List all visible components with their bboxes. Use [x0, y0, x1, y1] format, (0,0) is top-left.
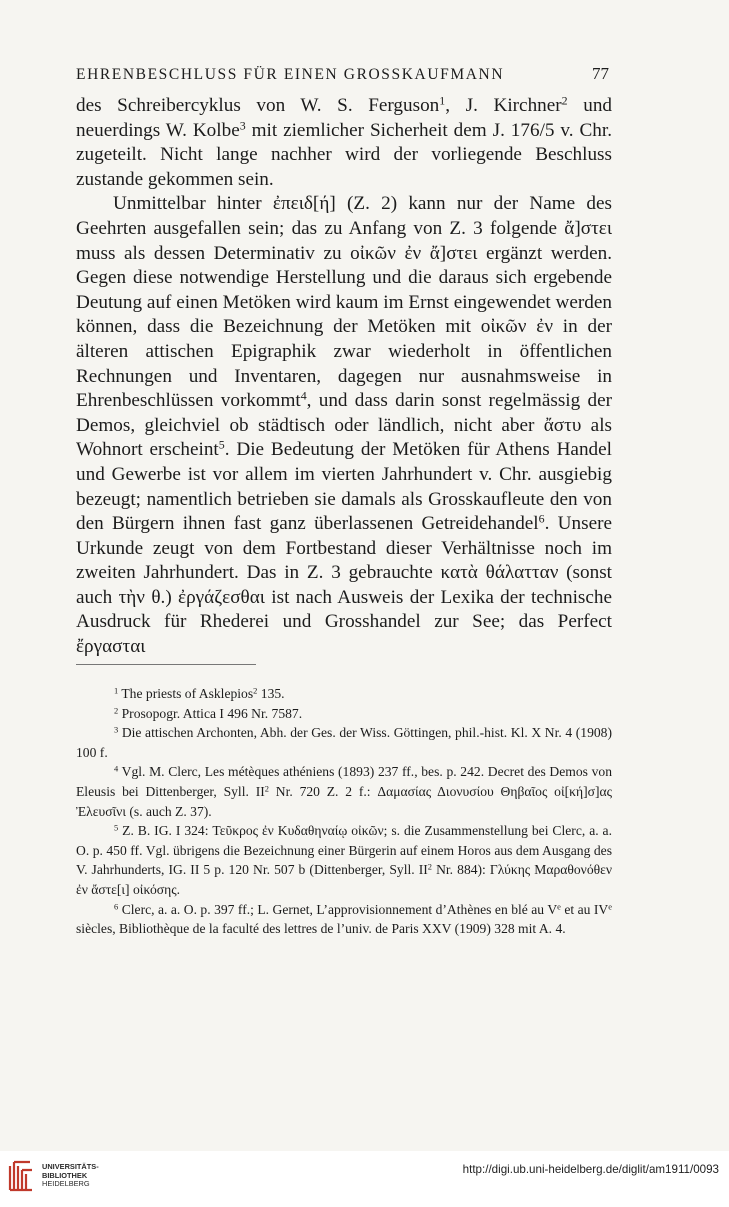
footnote-3	[76, 723, 612, 762]
footnote-ref-6[interactable]: 6	[538, 511, 545, 526]
footnote-ref-5[interactable]: 5	[218, 437, 225, 452]
footnote-text: Z. B. IG. I 324: Τεῦκρος ἐν Κυδαθηναίῳ οἰκῶν; s. die Zusammenstellung bei Clerc, a. a. O. p. 450 ff. Vgl. übrigens die Bezeichnung einer Bürgerin auf einem Horos aus dem Ausgang des V. Jahrhunderts, IG. II 5 p. 120 Nr. 507 b (Dittenberger, Syll. II	[76, 823, 612, 878]
paragraph-2	[76, 192, 612, 659]
text-run: und neuerdings W. Kolbe	[76, 95, 612, 141]
footnote-marker: 6	[114, 900, 119, 911]
footnote-text: 135.	[257, 686, 285, 701]
footnote-text: Vgl. M. Clerc, Les métèques athéniens (1893) 237 ff., bes. p. 242. Decret des Demos von Eleusis bei Dittenberger, Syll. II	[76, 764, 612, 799]
text-run: , J. Kirchner	[445, 95, 562, 116]
footnote-ref-4[interactable]: 4	[300, 388, 307, 403]
library-logo[interactable]	[6, 1159, 99, 1193]
footnote-rule	[76, 664, 256, 665]
text-run: . Unsere Urkunde zeugt von dem Fortbestand dieser Verhältnisse noch im zweiten Jahrhundert. Das in Z. 3 gebrauchte κατὰ θάλατταν (sonst auch τὴν θ.) ἐργάζεσθαι ist nach Ausweis der Lexika der technische Ausdruck für Rhederei und Grosshandel zur See; das Perfect ἔργασται	[76, 513, 613, 658]
footnote-text: siècles, Bibliothèque de la faculté des lettres de l’univ. de Paris XXV (1909) 328 mit A. 4.	[76, 921, 566, 937]
running-title: EHRENBESCHLUSS FÜR EINEN GROSSKAUFMANN	[76, 66, 505, 83]
footnote-1	[76, 684, 612, 704]
footnote-text: The priests of Asklepios	[121, 686, 254, 701]
logo-line-2: BIBLIOTHEK	[42, 1170, 88, 1180]
footnote-ref-2[interactable]: 2	[561, 93, 568, 108]
footnote-text: Nr. 884): Γλύκης Μαραθονόθεν ἐν ἄστε[ι] οἰκόσης.	[76, 862, 612, 897]
footnote-ref-1[interactable]: 1	[439, 93, 446, 108]
footer-bar	[0, 1151, 729, 1207]
edition-sup: 2	[427, 861, 432, 872]
footnote-6	[76, 900, 612, 939]
edition-sup: 2	[253, 685, 258, 696]
body-text	[76, 94, 612, 660]
edition-sup: 2	[264, 783, 269, 794]
page-number: 77	[592, 64, 609, 83]
text-run: Unmittelbar hinter ἐπειδ[ή] (Z. 2) kann nur der Name des Geehrten ausgefallen sein; das zu Anfang von Z. 3 folgende ἄ]στει muss als dessen Determinativ zu οἰκῶν ἐν ἄ]στει ergänzt werden. Gegen diese notwendige Herstellung und die daraus sich ergebende Deutung auf einen Metöken wird kaum im Ernst eingewendet werden können, dass die Bezeichnung der Metöken mit οἰκῶν ἐν in der älteren attischen Epigraphik zwar wiederholt in öffentlichen Rechnungen und Inventaren, dagegen nur ausnahmsweise in Ehrenbeschlüssen vorkommt	[76, 193, 612, 412]
footnotes	[76, 684, 612, 939]
library-logo-text	[42, 1163, 99, 1188]
text-run: , und dass darin sonst regelmässig der Demos, gleichviel ob städtisch oder ländlich, nicht aber ἄστυ als Wohnort erscheint	[76, 390, 612, 461]
footnote-text: et au IV	[560, 901, 609, 917]
running-head	[76, 64, 609, 84]
source-url-link[interactable]: http://digi.ub.uni-heidelberg.de/diglit/am1911/0093	[462, 1163, 719, 1176]
footnote-text: Prosopogr. Attica I 496 Nr. 7587.	[121, 705, 303, 721]
century-sup: e	[608, 900, 612, 911]
footnote-2	[76, 704, 612, 724]
text-run: des Schreibercyklus von W. S. Ferguson	[76, 95, 440, 116]
footnote-ref-3[interactable]: 3	[239, 118, 246, 133]
library-logo-icon	[6, 1159, 36, 1193]
logo-line-1: UNIVERSITÄTS-	[42, 1162, 99, 1172]
footnote-marker: 5	[114, 822, 119, 833]
text-run: . Die Bedeutung der Metöken für Athens Handel und Gewerbe ist vor allem im vierten Jahrhundert v. Chr. ausgiebig bezeugt; namentlich betrieben sie damals als Grosskaufleute den von den Bürgern ihnen fast ganz überlassenen Getreidehandel	[76, 439, 612, 535]
footnote-marker: 3	[114, 724, 119, 735]
footnote-4	[76, 762, 612, 821]
footnote-marker: 2	[114, 704, 119, 715]
footnote-text: Clerc, a. a. O. p. 397 ff.; L. Gernet, L’approvisionnement d’Athènes en blé au V	[121, 901, 558, 917]
text-run: mit ziemlicher Sicherheit dem J. 176/5 v. Chr. zugeteilt. Nicht lange nachher wird der vorliegende Beschluss zustande gekommen sein.	[76, 119, 612, 190]
footnote-marker: 4	[114, 763, 119, 774]
footnote-5	[76, 821, 612, 899]
century-sup: e	[557, 900, 561, 911]
footnote-text: Nr. 720 Z. 2 f.: Δαμασίας Διονυσίου Θηβαῖος οἰ[κή]σ]ας Ἐλευσῖνι (s. auch Z. 37).	[76, 783, 612, 819]
footnote-marker: 1	[114, 685, 119, 696]
logo-line-3: HEIDELBERG	[42, 1179, 90, 1189]
footnote-text: Die attischen Archonten, Abh. der Ges. der Wiss. Göttingen, phil.-hist. Kl. X Nr. 4 (1908) 100 f.	[76, 725, 612, 760]
paragraph-1	[76, 94, 612, 192]
